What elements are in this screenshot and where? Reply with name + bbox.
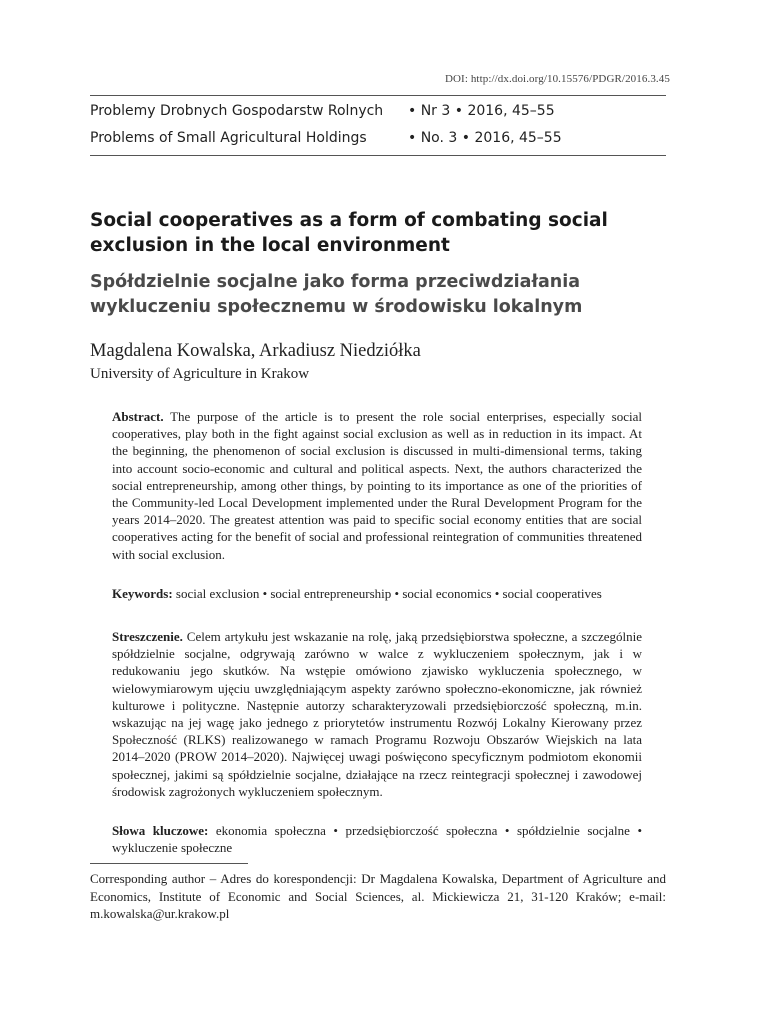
- keywords-text: social exclusion • social entrepreneurship • social economics • social cooperatives: [172, 586, 602, 601]
- journal-issue-english: • No. 3 • 2016, 45–55: [408, 130, 562, 146]
- doi-link[interactable]: DOI: http://dx.doi.org/10.15576/PDGR/2016.3.45: [444, 73, 670, 85]
- journal-issue-polish: • Nr 3 • 2016, 45–55: [408, 103, 555, 119]
- affiliation: University of Agriculture in Krakow: [90, 366, 310, 382]
- authors: Magdalena Kowalska, Arkadiusz Niedziółka: [90, 341, 421, 361]
- keywords-polish-label: Słowa kluczowe:: [112, 823, 209, 838]
- keywords-label: Keywords:: [112, 586, 173, 601]
- journal-name-english: Problems of Small Agricultural Holdings: [90, 130, 367, 146]
- keywords: [112, 585, 642, 602]
- abstract-text: The purpose of the article is to present the role social enterprises, especially social cooperatives, play both in the fight against social exclusion as well as in reduction in its impact. At the beginning, the phenomenon of social exclusion is discussed in multi-dimensional terms, taking into account socio-economic and cultural and political aspects. Next, the authors characterized the social entrepreneurship, among other things, by pointing to its importance as one of the priorities of the Community-led Local Development implemented under the Rural Development Program for the years 2014–2020. The greatest attention was paid to specific social economy entities that are social cooperatives acting for the benefit of social and professional reintegration of communities threatened with social exclusion.: [112, 409, 642, 562]
- article-title-english: Social cooperatives as a form of combating social exclusion in the local environment: [90, 210, 608, 256]
- journal-name-polish: Problemy Drobnych Gospodarstw Rolnych: [90, 103, 384, 119]
- journal-line-polish: [90, 103, 680, 119]
- abstract-label: Abstract.: [112, 409, 164, 424]
- abstract-polish: [112, 628, 642, 800]
- keywords-polish-text: ekonomia społeczna • przedsiębiorczość społeczna • spółdzielnie socjalne • wykluczenie społeczne: [112, 823, 642, 856]
- article-title-polish: Spółdzielnie socjalne jako forma przeciwdziałania wykluczeniu społecznemu w środowisku lokalnym: [90, 272, 583, 317]
- abstract-polish-label: Streszczenie.: [112, 629, 183, 644]
- header-top-rule: [90, 95, 666, 96]
- abstract: [112, 408, 642, 563]
- header-bottom-rule: [90, 155, 666, 156]
- journal-line-english: [90, 130, 680, 146]
- keywords-polish: [112, 822, 642, 856]
- abstract-polish-text: Celem artykułu jest wskazanie na rolę, jaką przedsiębiorstwa społeczne, a szczególnie spółdzielnie socjalne, odgrywają zarówno w walce z wykluczeniem społecznym, jak i w redukowaniu jego skutków. Na wstępie omówiono zjawisko wykluczenia społecznego, w wielowymiarowym ujęciu uwzględniającym aspekty zarówno społeczno-ekonomiczne, jak również kulturowe i polityczne. Następnie autorzy scharakteryzowali przedsiębiorczość społeczną, m.in. wskazując na jej wagę jako jednego z priorytetów instrumentu Rozwój Lokalny Kierowany przez Społeczność (RLKS) realizowanego w ramach Programu Rozwoju Obszarów Wiejskich na lata 2014–2020 (PROW 2014–2020). Najwięcej uwagi poświęcono specyficznym podmiotom ekonomii społecznej, jakimi są spółdzielnie socjalne, działające na rzecz reintegracji społecznej i zawodowej środowisk zagrożonych wykluczeniem społecznym.: [112, 629, 642, 799]
- corresponding-author-footnote: Corresponding author – Adres do korespondencji: Dr Magdalena Kowalska, Department of Agriculture and Economics, Institute of Economic and Social Sciences, al. Mickiewicza 21, 31-120 Kraków; e-mail: m.kowalska@ur.krakow.pl: [90, 871, 666, 921]
- footnote-rule: [90, 863, 248, 864]
